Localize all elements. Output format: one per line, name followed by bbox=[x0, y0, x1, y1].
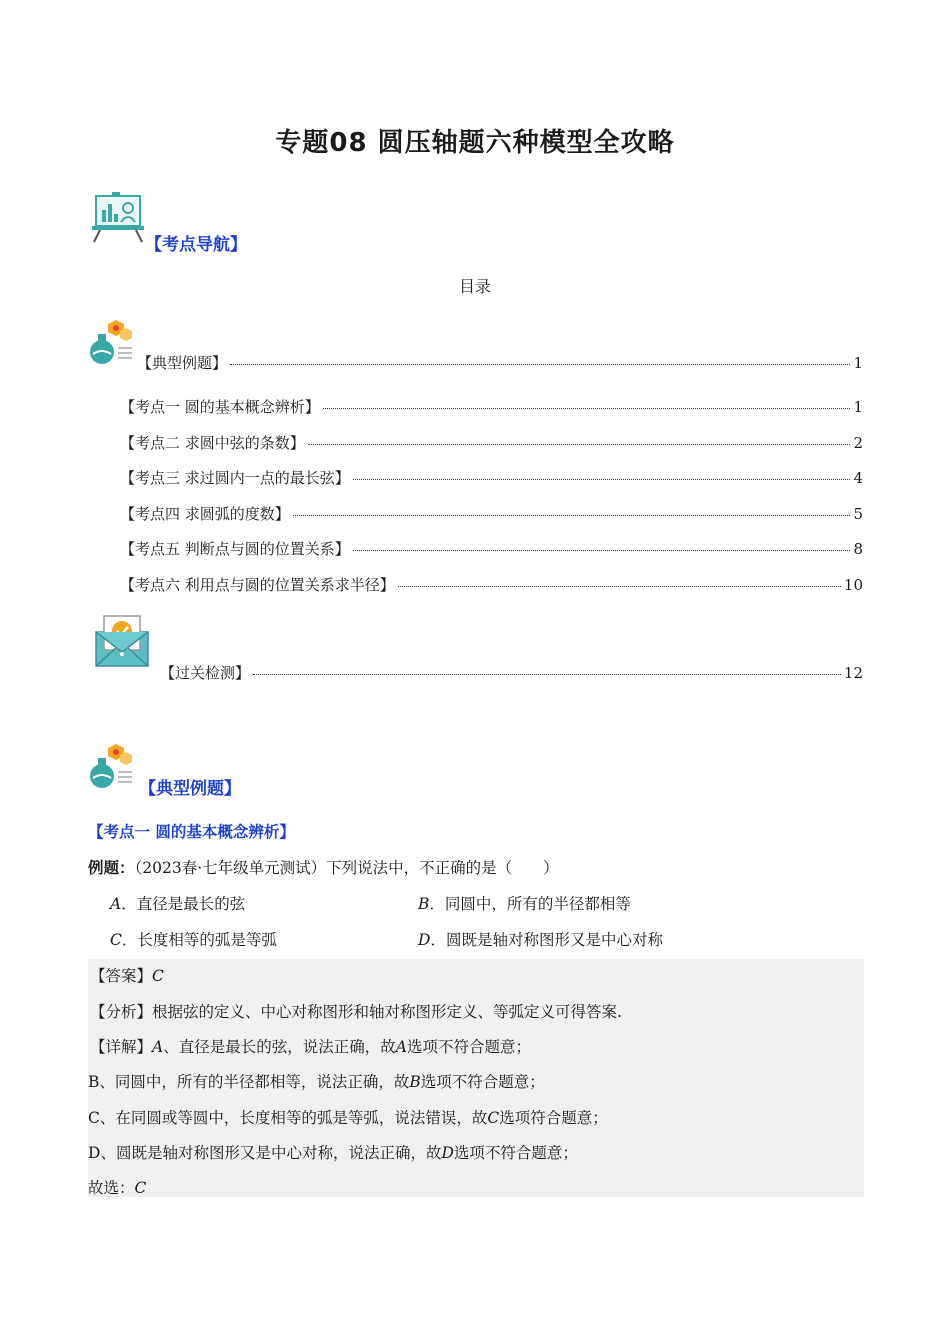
toc-leader bbox=[230, 364, 850, 365]
toc-leader bbox=[398, 586, 841, 587]
choice-label: 故选： bbox=[88, 1179, 135, 1197]
detail-letter: D bbox=[88, 1144, 101, 1162]
detail-text: 选项不符合题意； bbox=[406, 1038, 531, 1056]
option-b[interactable]: B．同圆中，所有的半径都相等 bbox=[418, 895, 631, 913]
toc-item-point-3[interactable] bbox=[120, 467, 863, 487]
section-heading: 【典型例题】 bbox=[139, 779, 241, 799]
answer-value: C bbox=[152, 967, 164, 985]
toc-page: 4 bbox=[853, 469, 863, 487]
toc-item-point-1[interactable] bbox=[120, 396, 863, 416]
option-c[interactable]: C．长度相等的弧是等弧 bbox=[110, 931, 277, 949]
option-letter: A bbox=[110, 895, 122, 913]
option-text: 直径是最长的弦 bbox=[136, 895, 246, 913]
detail-line-a bbox=[90, 1035, 531, 1057]
analysis-text: 根据弦的定义、中心对称图形和轴对称图形定义、等弧定义可得答案. bbox=[152, 1003, 622, 1021]
nav-heading: 【考点导航】 bbox=[145, 235, 247, 255]
detail-letter: B bbox=[88, 1073, 100, 1091]
detail-label: 【详解】 bbox=[90, 1038, 153, 1056]
option-text: 长度相等的弧是等弧 bbox=[137, 931, 277, 949]
toc-item-check[interactable] bbox=[160, 662, 863, 682]
option-letter: C bbox=[110, 931, 122, 949]
detail-letter: C bbox=[487, 1109, 500, 1127]
toc-item-point-2[interactable] bbox=[120, 432, 863, 452]
detail-text: 、直径是最长的弦，说法正确，故 bbox=[163, 1038, 396, 1056]
toc-item-point-4[interactable] bbox=[120, 503, 863, 523]
example-question bbox=[88, 856, 559, 878]
analysis-line bbox=[90, 1000, 622, 1022]
example-label: 例题： bbox=[88, 859, 135, 877]
envelope-check-icon bbox=[94, 612, 150, 668]
toc-item-typical[interactable] bbox=[137, 352, 863, 372]
detail-text: 、圆既是轴对称图形又是中心对称，说法正确，故 bbox=[100, 1144, 442, 1162]
option-text: 圆既是轴对称图形又是中心对称 bbox=[445, 931, 663, 949]
detail-letter: C bbox=[88, 1109, 100, 1127]
detail-letter: D bbox=[441, 1144, 454, 1162]
flask-honeycomb-icon bbox=[88, 742, 136, 790]
toc-label: 【考点四 求圆弧的度数】 bbox=[120, 505, 290, 523]
toc-page: 1 bbox=[853, 398, 863, 416]
option-text: 同圆中，所有的半径都相等 bbox=[444, 895, 631, 913]
detail-line-b bbox=[88, 1070, 545, 1092]
page-title: 专题08 圆压轴题六种模型全攻略 bbox=[275, 128, 675, 158]
detail-text: 选项不符合题意； bbox=[453, 1144, 578, 1162]
toc-leader bbox=[323, 408, 851, 409]
detail-text: 、在同圆或等圆中，长度相等的弧是等弧，说法错误，故 bbox=[99, 1109, 488, 1127]
detail-text: 选项符合题意； bbox=[499, 1109, 608, 1127]
answer-line bbox=[90, 964, 164, 986]
toc-label: 【考点二 求圆中弦的条数】 bbox=[120, 434, 305, 452]
detail-text: 选项不符合题意； bbox=[420, 1073, 545, 1091]
answer-label: 【答案】 bbox=[90, 967, 153, 985]
toc-page: 12 bbox=[843, 664, 863, 682]
toc-page: 10 bbox=[843, 576, 863, 594]
option-letter: B bbox=[418, 895, 430, 913]
toc-item-point-6[interactable] bbox=[120, 574, 863, 594]
detail-text: 、同圆中，所有的半径都相等，说法正确，故 bbox=[99, 1073, 410, 1091]
toc-leader bbox=[353, 479, 851, 480]
toc-page: 8 bbox=[853, 540, 863, 558]
toc-page: 5 bbox=[853, 505, 863, 523]
detail-letter: A bbox=[152, 1038, 164, 1056]
toc-item-point-5[interactable] bbox=[120, 538, 863, 558]
flask-honeycomb-icon bbox=[88, 318, 136, 366]
toc-label: 【过关检测】 bbox=[160, 664, 251, 682]
detail-letter: B bbox=[409, 1073, 421, 1091]
choice-line bbox=[88, 1176, 146, 1198]
presentation-board-icon bbox=[88, 192, 144, 244]
toc-label: 【考点一 圆的基本概念辨析】 bbox=[120, 398, 320, 416]
toc-title: 目录 bbox=[458, 277, 491, 296]
detail-line-d bbox=[88, 1141, 578, 1163]
toc-leader bbox=[308, 444, 851, 445]
toc-label: 【考点五 判断点与圆的位置关系】 bbox=[120, 540, 350, 558]
point-heading: 【考点一 圆的基本概念辨析】 bbox=[88, 823, 295, 841]
toc-page: 1 bbox=[853, 354, 863, 372]
toc-label: 【考点三 求过圆内一点的最长弦】 bbox=[120, 469, 350, 487]
option-letter: D bbox=[418, 931, 431, 949]
option-d[interactable]: D．圆既是轴对称图形又是中心对称 bbox=[418, 931, 663, 949]
choice-value: C bbox=[134, 1179, 147, 1197]
toc-leader bbox=[353, 550, 851, 551]
option-a[interactable]: A．直径是最长的弦 bbox=[110, 895, 246, 913]
toc-label: 【典型例题】 bbox=[137, 354, 228, 372]
toc-page: 2 bbox=[853, 434, 863, 452]
detail-line-c bbox=[88, 1106, 608, 1128]
example-text: （2023春·七年级单元测试）下列说法中，不正确的是（ ） bbox=[134, 859, 559, 877]
toc-leader bbox=[253, 674, 841, 675]
toc-leader bbox=[293, 515, 851, 516]
toc-label: 【考点六 利用点与圆的位置关系求半径】 bbox=[120, 576, 395, 594]
detail-letter: A bbox=[395, 1038, 407, 1056]
analysis-label: 【分析】 bbox=[90, 1003, 153, 1021]
